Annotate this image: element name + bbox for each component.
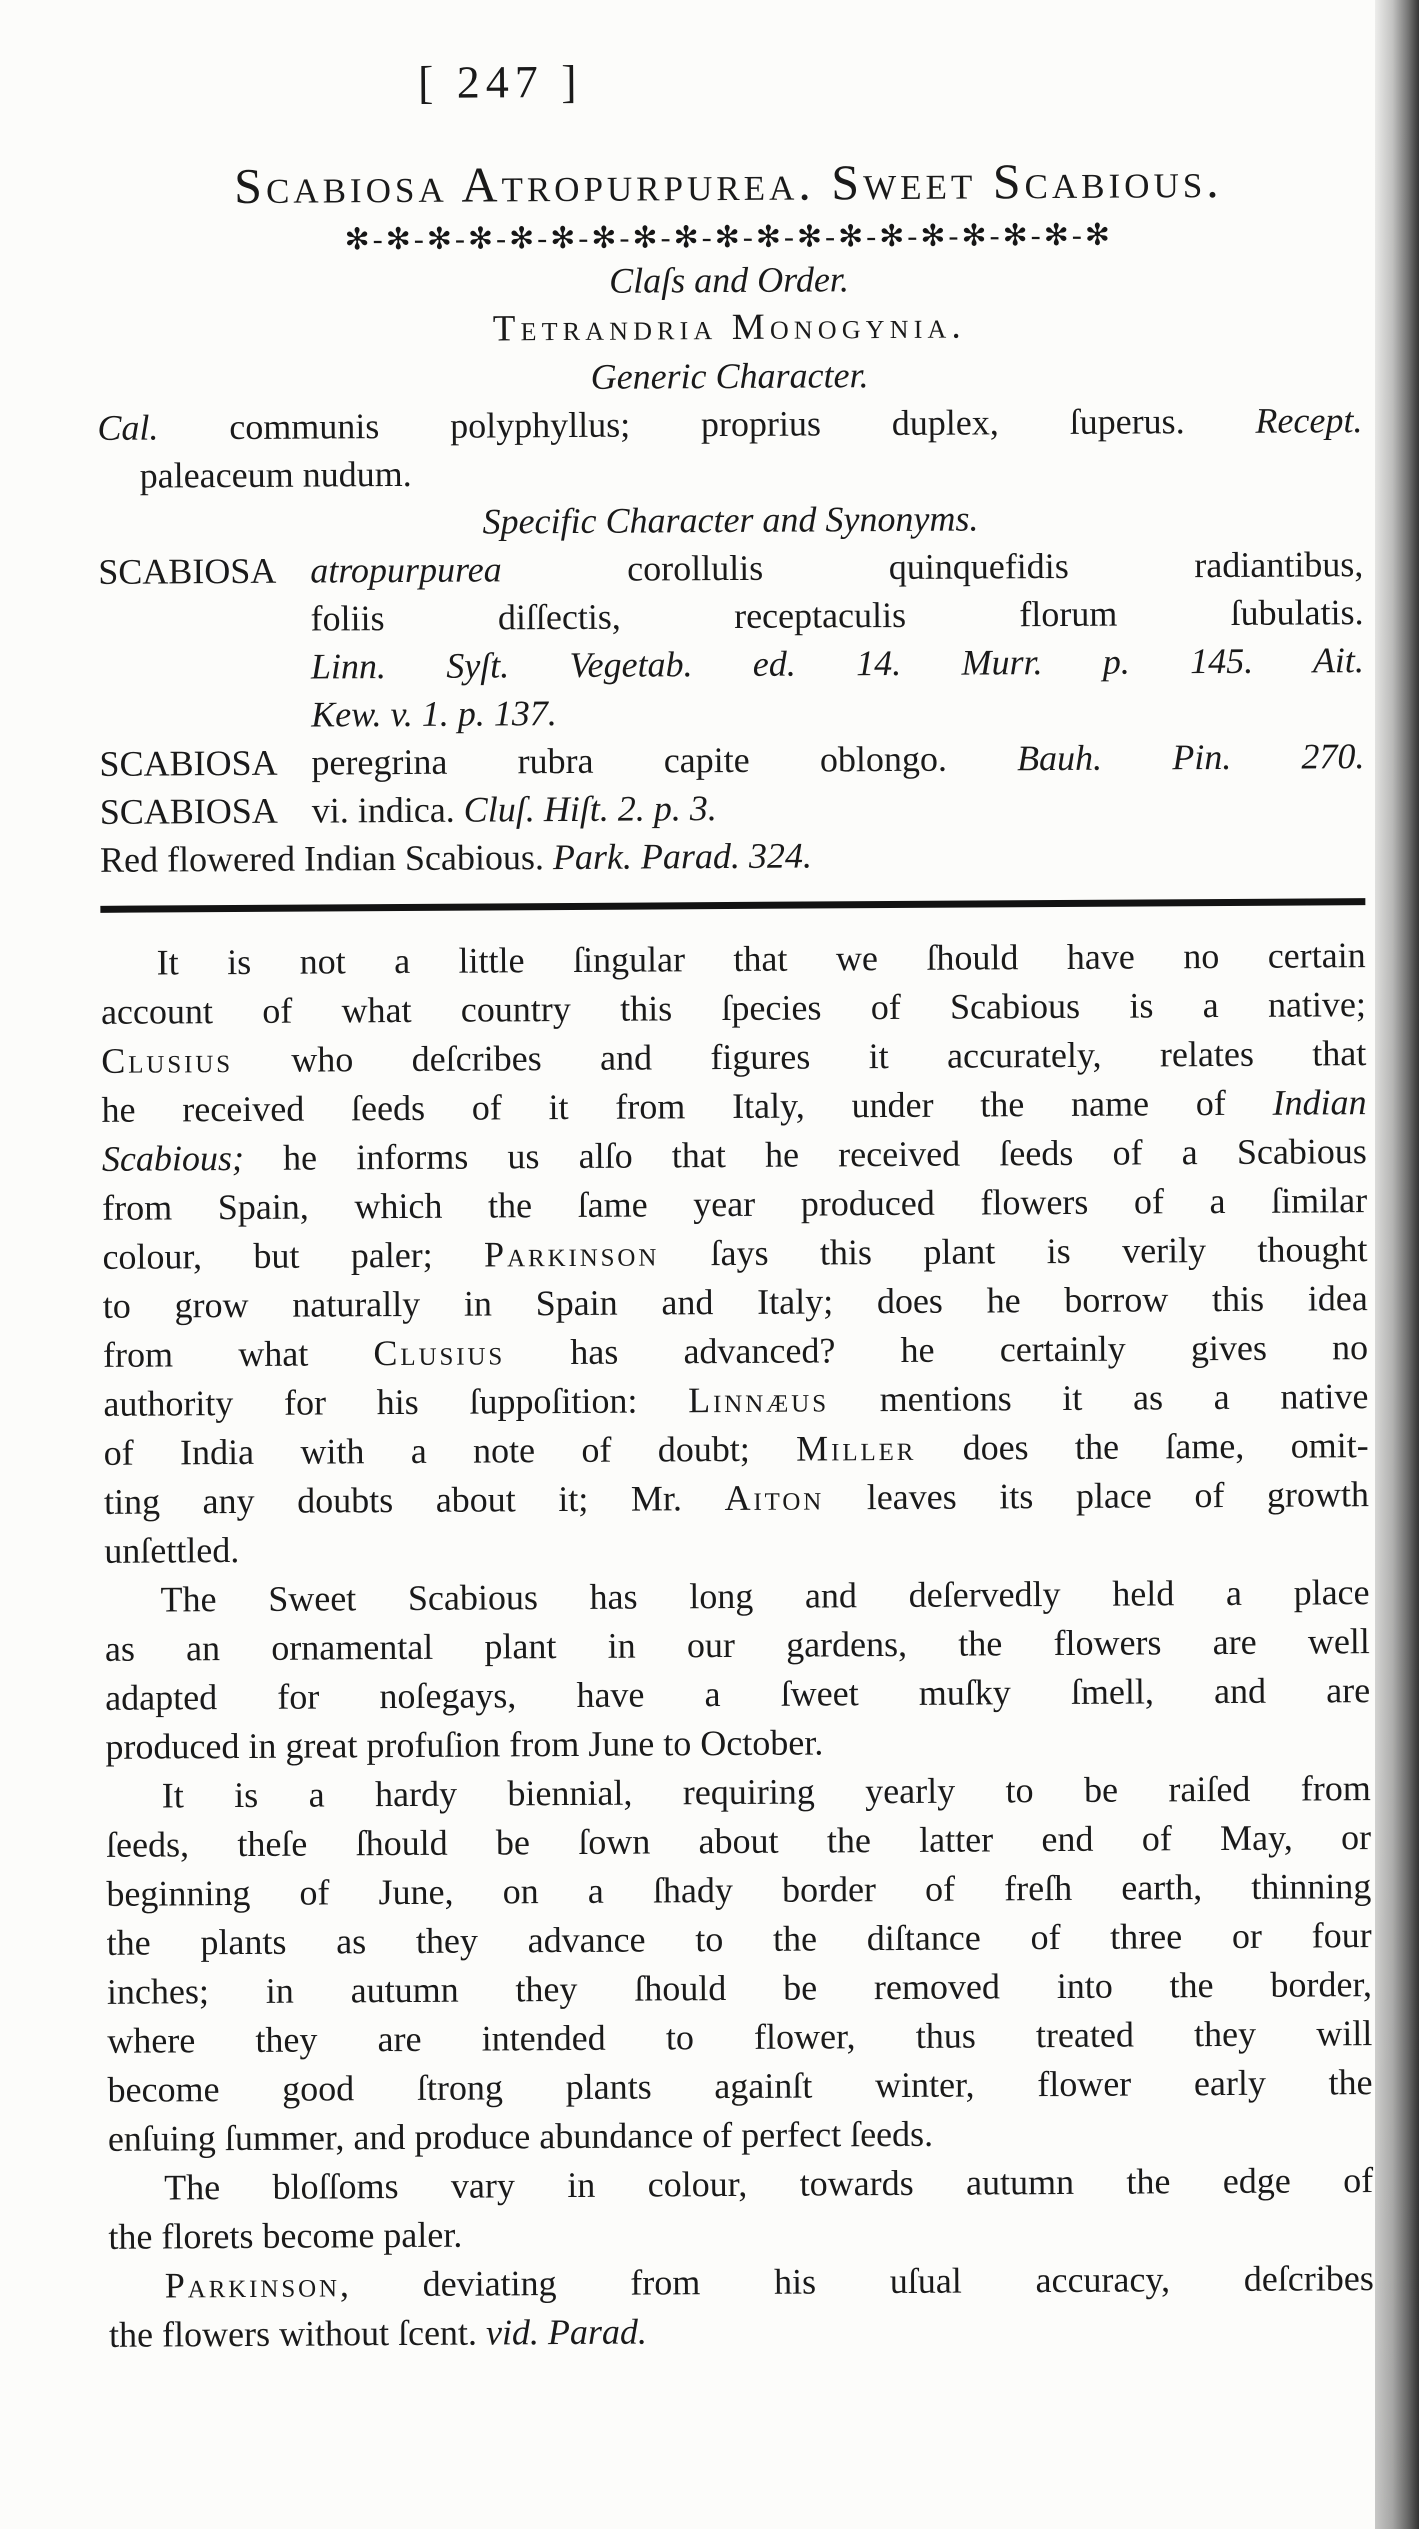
body-line: produced in great profuſion from June to October.	[105, 1722, 824, 1767]
body-line: account of what country this ſpecies of Scabious is a native;	[100, 984, 1367, 1032]
body-line: beginning of June, on a ſhady border of freſh earth, thinning	[106, 1866, 1372, 1914]
body-line: The Sweet Scabious has long and deſervedly held a place	[160, 1572, 1370, 1620]
body-line: Scabious; he informs us alſo that he received ſeeds of a Scabious	[101, 1131, 1367, 1179]
generic-character-line: paleaceum nudum.	[139, 453, 412, 496]
body-line: ting any doubts about it; Mr. Aiton leaves its place of growth	[103, 1474, 1370, 1522]
page-content	[95, 24, 1374, 2360]
body-line: adapted for noſegays, have a ſweet muſky ſmell, and are	[105, 1670, 1371, 1718]
body-line: It is a hardy biennial, requiring yearly to be raiſed from	[161, 1768, 1371, 1816]
body-text	[101, 931, 1375, 2360]
synonym-line: SCABIOSA peregrina rubra capite oblongo. Bauh. Pin. 270.	[99, 736, 1365, 784]
body-line: It is not a little ſingular that we ſhould have no certain	[156, 935, 1366, 983]
page-title: Scabiosa Atropurpurea. Sweet Scabious.	[234, 151, 1223, 215]
synonym-line: Linn. Syſt. Vegetab. ed. 14. Murr. p. 145. Ait.	[310, 640, 1364, 687]
generic-character-lines	[97, 396, 1363, 500]
body-line: enſuing ſummer, and produce abundance of perfect ſeeds.	[107, 2113, 934, 2159]
body-line: become good ſtrong plants againſt winter, flower early the	[107, 2062, 1373, 2110]
synonym-line: SCABIOSA atropurpurea corollulis quinquefidis radiantibus,	[98, 544, 1364, 592]
body-line: to grow naturally in Spain and Italy; does he borrow this idea	[102, 1278, 1368, 1326]
ornament-row: ✻-✻-✻-✻-✻-✻-✻-✻-✻-✻-✻-✻-✻-✻-✻-✻-✻-✻-✻	[344, 218, 1114, 257]
class-order-heading: Claſs and Order.	[609, 259, 850, 301]
generic-character-line: Cal. communis polyphyllus; proprius duplex, ſuperus. Recept.	[97, 400, 1363, 448]
page-number: [ 247 ]	[417, 55, 583, 108]
scan-edge-shadow	[1375, 0, 1419, 2529]
body-line: Clusius who deſcribes and figures it accurately, relates that	[101, 1033, 1367, 1081]
body-line: Parkinson, deviating from his uſual accuracy, deſcribes	[164, 2258, 1374, 2306]
body-line: the flowers without ſcent. vid. Parad.	[108, 2311, 648, 2355]
body-line: as an ornamental plant in our gardens, the flowers are well	[104, 1621, 1370, 1669]
synonyms-block	[98, 540, 1365, 884]
body-line: of India with a note of doubt; Miller does the ſame, omit-	[103, 1425, 1369, 1473]
generic-character-heading: Generic Character.	[590, 355, 869, 397]
divider-rule	[100, 898, 1365, 913]
synonym-line: SCABIOSA vi. indica. Cluſ. Hiſt. 2. p. 3.	[99, 788, 717, 832]
body-line: authority for his ſuppoſition: Linnæus mentions it as a native	[103, 1376, 1369, 1424]
body-line: the florets become paler.	[108, 2214, 463, 2257]
synonym-line: Kew. v. 1. p. 137.	[311, 693, 557, 735]
body-line: from Spain, which the ſame year produced flowers of a ſimilar	[102, 1180, 1368, 1228]
body-line: The bloſſoms vary in colour, towards autumn the edge of	[164, 2160, 1374, 2208]
body-line: he received ſeeds of it from Italy, under the name of Indian	[101, 1082, 1367, 1130]
body-line: ſeeds, theſe ſhould be ſown about the latter end of May, or	[105, 1817, 1372, 1865]
specific-character-heading: Specific Character and Synonyms.	[482, 498, 979, 542]
body-line: colour, but paler; Parkinson ſays this plant is verily thought	[102, 1229, 1368, 1277]
synonym-line: foliis diſſectis, receptaculis florum ſubulatis.	[310, 592, 1364, 639]
synonym-line: Red flowered Indian Scabious. Park. Parad. 324.	[99, 835, 813, 880]
class-order-value: Tetrandria Monogynia.	[492, 305, 966, 350]
body-line: inches; in autumn they ſhould be removed into the border,	[106, 1964, 1373, 2012]
body-line: from what Clusius has advanced? he certainly gives no	[102, 1327, 1369, 1375]
body-line: where they are intended to flower, thus treated they will	[107, 2013, 1373, 2061]
body-line: the plants as they advance to the diſtance of three or four	[106, 1915, 1372, 1963]
body-line: unſettled.	[104, 1530, 240, 1571]
